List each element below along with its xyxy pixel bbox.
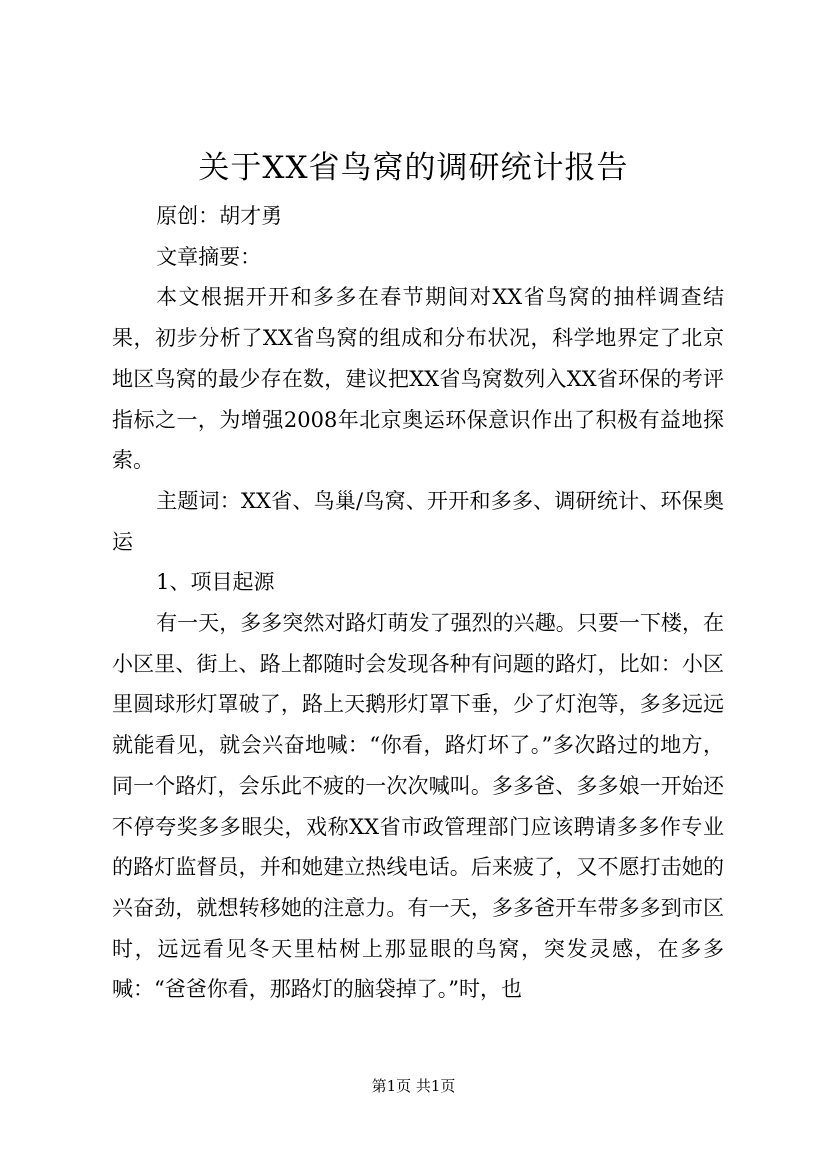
abstract-heading: 文章摘要： xyxy=(156,244,262,269)
page-footer: 第1页 共1页 xyxy=(371,1077,456,1095)
abstract-paragraph: 本文根据开开和多多在春节期间对XX省鸟窝的抽样调查结果，初步分析了XX省鸟窝的组成和分布状况，科学地界定了北京地区鸟窝的最少存在数，建议把XX省鸟窝数列入XX省环保的考评指标之一，为增强2008年北京奥运环保意识作出了积极有益地探索。 xyxy=(112,285,724,473)
author-line: 原创：胡才勇 xyxy=(156,204,283,228)
document-title: 关于XX省鸟窝的调研统计报告 xyxy=(198,150,629,186)
document-body xyxy=(112,196,724,1010)
keywords-paragraph: 主题词：XX省、鸟巢/鸟窝、开开和多多、调研统计、环保奥运 xyxy=(112,488,724,554)
body-paragraph: 有一天，多多突然对路灯萌发了强烈的兴趣。只要一下楼，在小区里、街上、路上都随时会发现各种有问题的路灯，比如：小区里圆球形灯罩破了，路上天鹅形灯罩下垂，少了灯泡等，多多远远就能看见，就会兴奋地喊：“你看，路灯坏了。”多次路过的地方，同一个路灯，会乐此不疲的一次次喊叫。多多爸、多多娘一开始还不停夸奖多多眼尖，戏称XX省市政管理部门应该聘请多多作专业的路灯监督员，并和她建立热线电话。后来疲了，又不愿打击她的兴奋劲，就想转移她的注意力。有一天，多多爸开车带多多到市区时，远远看见冬天里枯树上那显眼的鸟窝，突发灵感，在多多喊：“爸爸你看，那路灯的脑袋掉了。”时，也 xyxy=(112,611,724,1002)
section-heading: 1、项目起源 xyxy=(156,570,275,595)
